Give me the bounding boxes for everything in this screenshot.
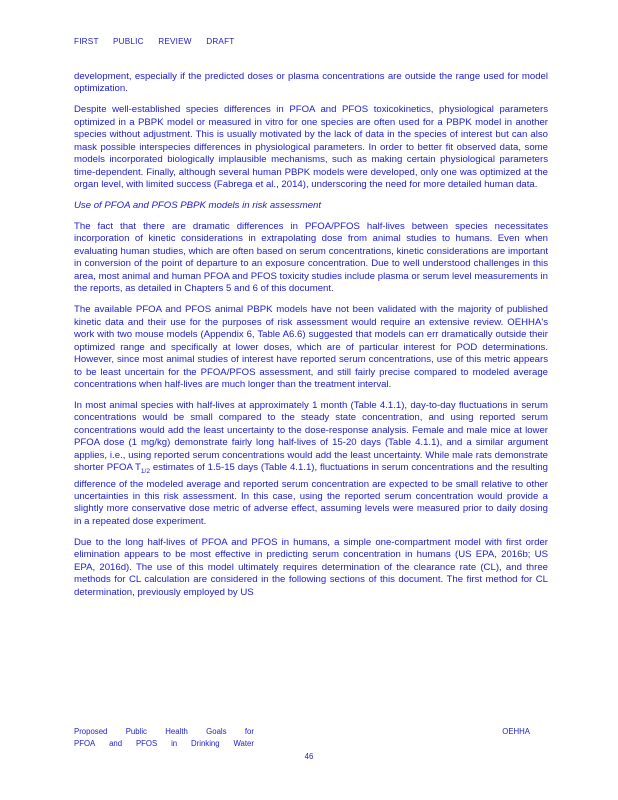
footer-word: in (171, 739, 178, 748)
footer-agency: OEHHA (502, 727, 530, 736)
footer-word: PFOS (135, 739, 158, 748)
footer-title (74, 726, 254, 750)
footer-line-1 (74, 726, 254, 738)
footer-word: for (244, 727, 254, 736)
footer-word: Goals (206, 727, 227, 736)
paragraph: Due to the long half-lives of PFOA and PFOS in humans, a simple one-compartment model with first order elimination appears to be most effective in predicting serum concentration in humans (US EPA, 2016b; US EPA, 2016d). The use of this model ultimately requires determination of the clearance rate (CL), and three methods for CL calculation are considered in the following sections of this document. The first method for CL determination, previously employed by US (74, 536, 548, 598)
footer-word: Proposed (74, 727, 108, 736)
paragraph: Despite well-established species differences in PFOA and PFOS toxicokinetics, physiological parameters optimized in a PBPK model or measured in vitro for one species are often used for a PBPK model in another species without adjustment. This is usually motivated by the lack of data in the species of interest but can also mask possible interspecies differences in physiological parameters. In order to better fit observed data, some models incorporated biologically implausible mechanisms, such as making certain physiological parameters time-dependent. Finally, although several human PBPK models were developed, only one was optimized at the organ level, with limited success (Fabrega et al., 2014), underscoring the need for more detailed human data. (74, 104, 548, 191)
page-footer (74, 726, 530, 750)
page-number: 46 (304, 752, 314, 761)
paragraph: The fact that there are dramatic differences in PFOA/PFOS half-lives between species necessitates incorporation of kinetic considerations in extrapolating dose from animal studies to humans. Even when evaluating human studies, which are often based on serum concentrations, kinetic considerations are important in conversion of the point of departure to an exposure concentration. Due to well understood challenges in this area, most animal and human PFOA and PFOS toxicity studies include plasma or serum level measurements in the reports, as detailed in Chapters 5 and 6 of this document. (74, 221, 548, 295)
footer-word: Public (125, 727, 147, 736)
paragraph-text: In most animal species with half-lives at approximately 1 month (Table 4.1.1), day-to-day fluctuations in serum concentrations would be small compared to the steady state concentration, and using reported serum concentrations would add the least uncertainty to the dose-response analysis. Female and male mice at lower PFOA dose (1 mg/kg) demonstrate fairly long half-lives of 15-20 days (Table 4.1.1), and a similar argument applies, i.e., using reported serum concentrations would add the least uncertainty. While male rats demonstrate shorter PFOA T (74, 399, 548, 474)
footer-word: and (109, 739, 123, 748)
footer-line-2 (74, 738, 254, 750)
paragraph: The available PFOA and PFOS animal PBPK models have not been validated with the majority of published kinetic data and their use for the purposes of risk assessment would require an extensive review. OEHHA's work with two mouse models (Appendix 6, Table A6.6) suggested that models can err dramatically outside their optimized range and specifically at lower doses, which are of particular interest for POD determinations. However, since most animal studies of interest have reported serum concentrations, use of this metric appears to be least uncertain for the PFOA/PFOS assessment, and still fairly precise compared to modeled average concentrations when half-lives are much longer than the treatment interval. (74, 304, 548, 390)
footer-word: Water (233, 739, 254, 748)
draft-header: FIRST PUBLIC REVIEW DRAFT (74, 37, 235, 46)
footer-word: PFOA (74, 739, 96, 748)
paragraph: development, especially if the predicted doses or plasma concentrations are outside the range used for model optimization. (74, 71, 548, 95)
footer-word: Health (165, 727, 188, 736)
paragraph-text: estimates of 1.5-15 days (Table 4.1.1), fluctuations in serum concentrations and the resulting difference of the modeled average and reported serum concentration are expected to be small relative to other uncertainties in this risk assessment. In this case, using the reported serum concentration would provide a slightly more conservative dose metric of adverse effect, assuming levels were measured prior to daily dosing in a repeated dose experiment. (74, 462, 549, 527)
document-body (74, 71, 548, 608)
subscript-text: 1/2 (140, 468, 150, 476)
paragraph (74, 400, 548, 528)
section-heading: Use of PFOA and PFOS PBPK models in risk assessment (74, 200, 322, 212)
footer-word: Drinking (191, 739, 220, 748)
